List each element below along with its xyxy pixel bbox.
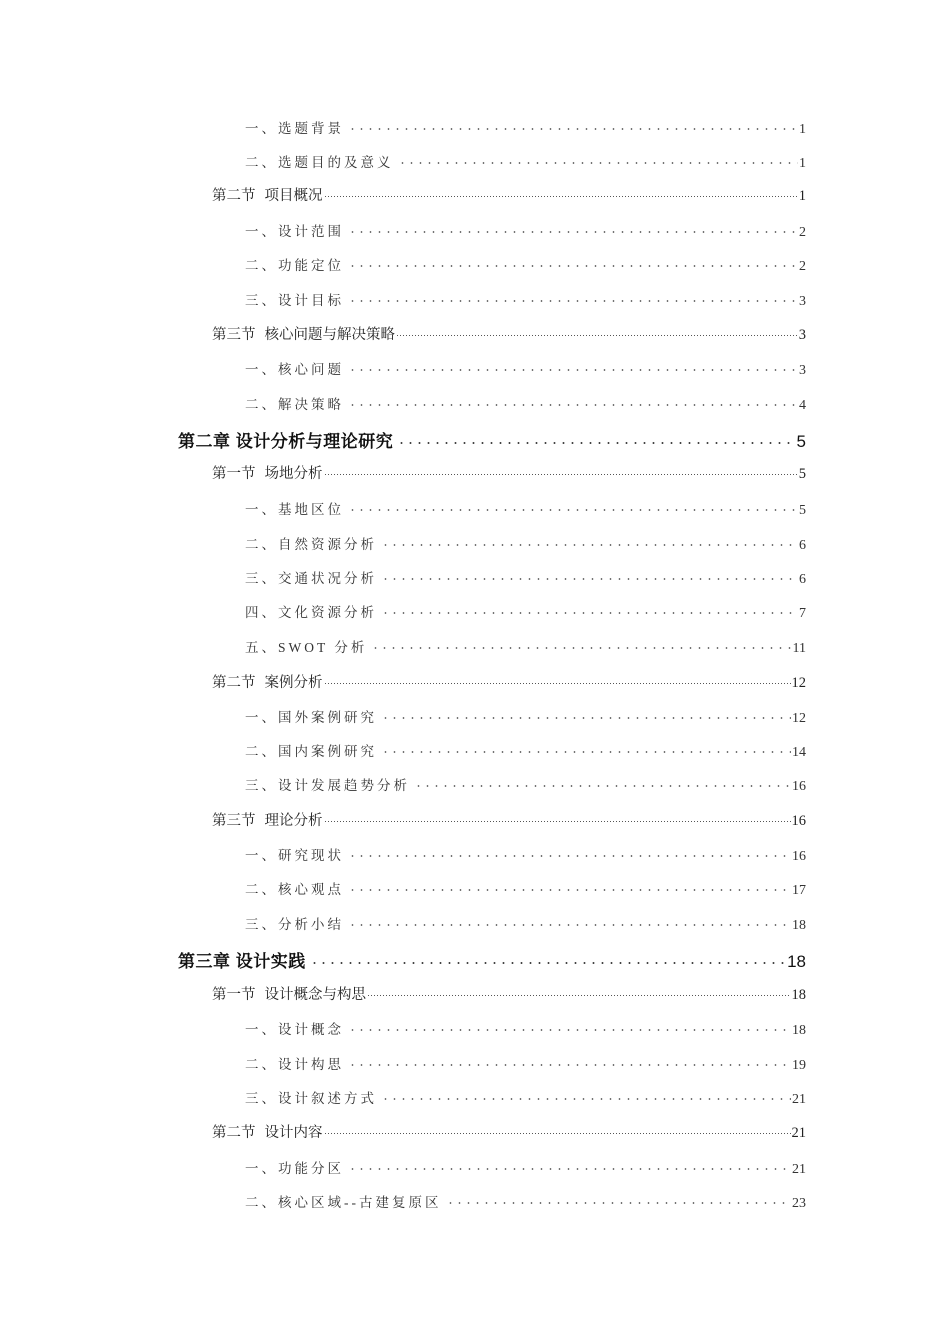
toc-entry-section[interactable] <box>212 323 806 349</box>
toc-entry-title: 二、选题目的及意义 <box>245 155 394 170</box>
toc-entry-title <box>212 809 323 830</box>
toc-entry-title <box>212 323 395 344</box>
toc-entry-title: 二、国内案例研究 <box>245 744 377 759</box>
toc-entry-subsection[interactable] <box>245 740 806 766</box>
toc-entry-subsection[interactable] <box>245 533 806 559</box>
toc-entry-subsection[interactable] <box>245 151 806 177</box>
toc-entry-chapter[interactable] <box>178 947 806 973</box>
dot-leader <box>378 604 798 618</box>
toc-entry-title: 二、设计构思 <box>245 1057 344 1072</box>
dot-leader <box>324 1123 791 1138</box>
dot-leader <box>324 673 791 688</box>
section-title: 核心问题与解决策略 <box>264 327 395 343</box>
page-number: 12 <box>792 711 806 726</box>
toc-entry-subsection[interactable] <box>245 636 806 662</box>
dot-leader <box>367 985 791 1000</box>
section-number: 第三节 <box>212 327 256 343</box>
page-number: 16 <box>792 779 806 794</box>
dot-leader <box>345 120 798 134</box>
toc-entry-subsection[interactable] <box>245 567 806 593</box>
dot-leader <box>345 916 791 930</box>
toc-entry-title: 二、核心区域--古建复原区 <box>245 1195 442 1210</box>
page-number: 5 <box>796 432 806 451</box>
dot-leader <box>307 950 786 967</box>
page-number: 5 <box>799 503 806 518</box>
section-title: 案例分析 <box>264 675 323 691</box>
page-number: 6 <box>799 572 806 587</box>
dot-leader <box>378 570 798 584</box>
toc-entry-title: 一、设计范围 <box>245 224 344 239</box>
page-number: 16 <box>791 813 806 829</box>
toc-entry-title: 一、研究现状 <box>245 848 344 863</box>
section-number: 第一节 <box>212 987 256 1003</box>
page-number: 11 <box>792 641 806 656</box>
page-number: 16 <box>792 849 806 864</box>
toc-entry-subsection[interactable] <box>245 844 806 870</box>
page-number: 21 <box>791 1125 806 1141</box>
toc-entry-title: 二、核心观点 <box>245 882 344 897</box>
toc-entry-title: 二、自然资源分析 <box>245 537 377 552</box>
toc-entry-title: 三、分析小结 <box>245 917 344 932</box>
toc-entry-title <box>212 462 323 483</box>
toc-entry-chapter[interactable] <box>178 427 806 453</box>
section-title: 设计内容 <box>264 1125 323 1141</box>
dot-leader <box>345 881 791 895</box>
dot-leader <box>443 1194 792 1208</box>
toc-entry-title: 一、基地区位 <box>245 502 344 517</box>
toc-entry-title <box>212 671 323 692</box>
toc-entry-title: 一、国外案例研究 <box>245 710 377 725</box>
dot-leader <box>345 1160 791 1174</box>
dot-leader <box>394 430 795 447</box>
dot-leader <box>324 811 791 826</box>
toc-entry-subsection[interactable] <box>245 393 806 419</box>
dot-leader <box>378 536 798 550</box>
toc-entry-subsection[interactable] <box>245 117 806 143</box>
toc-entry-title: 二、功能定位 <box>245 258 344 273</box>
page-number: 18 <box>792 1023 806 1038</box>
page-number: 2 <box>799 259 806 274</box>
dot-leader <box>324 186 798 201</box>
toc-entry-section[interactable] <box>212 809 806 835</box>
section-number: 第二节 <box>212 188 256 204</box>
page-number: 4 <box>799 398 806 413</box>
toc-entry-section[interactable] <box>212 671 806 697</box>
toc-entry-subsection[interactable] <box>245 1053 806 1079</box>
toc-entry-subsection[interactable] <box>245 1157 806 1183</box>
dot-leader <box>345 223 798 237</box>
dot-leader <box>395 154 799 168</box>
toc-entry-section[interactable] <box>212 983 806 1009</box>
section-number: 第三节 <box>212 813 256 829</box>
toc-entry-section[interactable] <box>212 1121 806 1147</box>
toc-entry-subsection[interactable] <box>245 358 806 384</box>
toc-entry-subsection[interactable] <box>245 220 806 246</box>
page-number: 1 <box>799 156 806 171</box>
toc-entry-title: 二、解决策略 <box>245 397 344 412</box>
dot-leader <box>411 777 791 791</box>
toc-entry-title <box>212 983 366 1004</box>
toc-entry-subsection[interactable] <box>245 1018 806 1044</box>
toc-entry-subsection[interactable] <box>245 1191 806 1217</box>
toc-entry-subsection[interactable] <box>245 498 806 524</box>
section-title: 理论分析 <box>264 813 323 829</box>
page-number: 3 <box>799 363 806 378</box>
dot-leader <box>368 639 791 653</box>
page-number: 5 <box>798 466 806 482</box>
toc-entry-section[interactable] <box>212 184 806 210</box>
section-number: 第一节 <box>212 466 256 482</box>
page-number: 3 <box>799 294 806 309</box>
dot-leader <box>345 501 798 515</box>
page-number: 23 <box>792 1196 806 1211</box>
page-number: 14 <box>792 745 806 760</box>
page-number: 6 <box>799 538 806 553</box>
toc-entry-title: 五、SWOT 分析 <box>245 640 368 655</box>
toc-entry-subsection[interactable] <box>245 289 806 315</box>
toc-entry-title: 一、核心问题 <box>245 362 344 377</box>
toc-entry-title: 四、文化资源分析 <box>245 605 377 620</box>
page-number: 17 <box>792 883 806 898</box>
toc-entry-subsection[interactable] <box>245 774 806 800</box>
dot-leader <box>378 1090 791 1104</box>
section-number: 第二节 <box>212 1125 256 1141</box>
toc-entry-title: 一、设计概念 <box>245 1022 344 1037</box>
dot-leader <box>396 325 798 340</box>
page-number: 18 <box>791 987 806 1003</box>
toc-entry-title: 第三章 设计实践 <box>178 952 306 971</box>
toc-entry-subsection[interactable] <box>245 913 806 939</box>
toc-entry-subsection[interactable] <box>245 601 806 627</box>
page-number: 3 <box>798 327 806 343</box>
toc-entry-title: 三、设计叙述方式 <box>245 1091 377 1106</box>
dot-leader <box>345 361 798 375</box>
dot-leader <box>345 1021 791 1035</box>
toc-entry-title: 一、功能分区 <box>245 1161 344 1176</box>
dot-leader <box>378 743 791 757</box>
toc-entry-subsection[interactable] <box>245 1087 806 1113</box>
dot-leader <box>345 1056 791 1070</box>
page-number: 7 <box>799 606 806 621</box>
page-number: 18 <box>787 952 806 971</box>
page-number: 2 <box>799 225 806 240</box>
section-title: 设计概念与构思 <box>264 987 366 1003</box>
toc-entry-title: 一、选题背景 <box>245 121 344 136</box>
dot-leader <box>324 464 798 479</box>
toc-entry-title: 三、交通状况分析 <box>245 571 377 586</box>
dot-leader <box>345 847 791 861</box>
dot-leader <box>345 292 798 306</box>
section-title: 场地分析 <box>264 466 323 482</box>
page-number: 12 <box>791 675 806 691</box>
dot-leader <box>378 709 791 723</box>
toc-entry-title <box>212 184 323 205</box>
toc-entry-title: 三、设计发展趋势分析 <box>245 778 410 793</box>
section-number: 第二节 <box>212 675 256 691</box>
toc-entry-title <box>212 1121 323 1142</box>
section-title: 项目概况 <box>264 188 323 204</box>
toc-entry-section[interactable] <box>212 462 806 488</box>
page-number: 21 <box>792 1162 806 1177</box>
dot-leader <box>345 396 798 410</box>
page-number: 18 <box>792 918 806 933</box>
toc-entry-title: 三、设计目标 <box>245 293 344 308</box>
page-number: 19 <box>792 1058 806 1073</box>
toc-entry-subsection[interactable] <box>245 878 806 904</box>
page-number: 1 <box>798 188 806 204</box>
toc-entry-title: 第二章 设计分析与理论研究 <box>178 432 394 451</box>
toc-entry-subsection[interactable] <box>245 706 806 732</box>
page-number: 21 <box>792 1092 806 1107</box>
dot-leader <box>345 257 798 271</box>
toc-entry-subsection[interactable] <box>245 254 806 280</box>
page-number: 1 <box>799 122 806 137</box>
